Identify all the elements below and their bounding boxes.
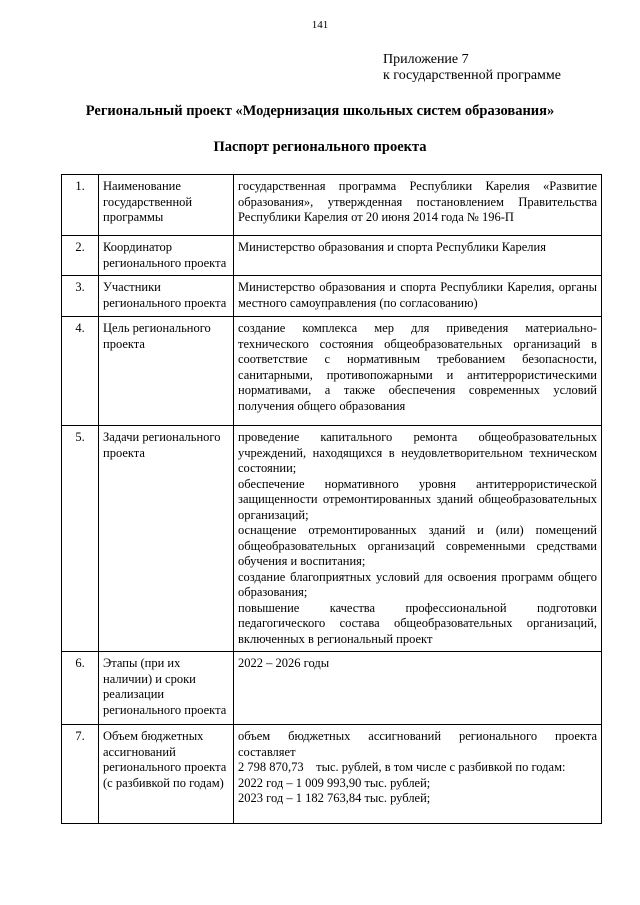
row-value bbox=[234, 426, 602, 652]
page-number: 141 bbox=[311, 19, 329, 31]
table-row bbox=[62, 725, 602, 824]
value-line: создание благоприятных условий для освоения программ общего образования; bbox=[238, 569, 597, 599]
passport-title: Паспорт регионального проекта bbox=[213, 139, 427, 155]
value-line: обеспечение нормативного уровня антитеррористической защищенности отремонтированных зданий общеобразовательных организаций; bbox=[238, 476, 597, 522]
value-line: государственная программа Республики Карелия «Развитие образования», утвержденная постановлением Правительства Республики Карелия от 20 июня 2014 года № 196-П bbox=[238, 179, 597, 224]
value-line: 2022 год – 1 009 993,90 тыс. рублей; bbox=[238, 775, 431, 790]
row-value bbox=[234, 317, 602, 426]
row-number: 3. bbox=[62, 276, 99, 317]
row-value bbox=[234, 175, 602, 236]
table-row bbox=[62, 426, 602, 652]
table-row bbox=[62, 175, 602, 236]
table-row bbox=[62, 652, 602, 725]
row-number: 4. bbox=[62, 317, 99, 426]
value-line: объем бюджетных ассигнований регионального проекта составляет bbox=[238, 729, 597, 759]
row-value bbox=[234, 652, 602, 725]
row-number: 1. bbox=[62, 175, 99, 236]
table-row bbox=[62, 317, 602, 426]
appendix-line-2: к государственной программе bbox=[383, 68, 561, 83]
value-line: оснащение отремонтированных зданий и (или) помещений общеобразовательных организаций современными средствами обучения и воспитания; bbox=[238, 523, 597, 568]
row-value bbox=[234, 276, 602, 317]
table-row bbox=[62, 236, 602, 276]
row-label: Этапы (при их наличии) и сроки реализации регионального проекта bbox=[99, 652, 234, 725]
value-line: создание комплекса мер для приведения материально-технического состояния общеобразовательных организаций в соответствие с нормативным требованием безопасности, санитарными, противопожарными и антитеррористическими нормативами, а также обеспечения современных условий получения общего образования bbox=[238, 321, 597, 413]
row-number: 7. bbox=[62, 725, 99, 824]
value-line: 2 798 870,73 тыс. рублей, в том числе с разбивкой по годам: bbox=[238, 760, 566, 774]
row-number: 6. bbox=[62, 652, 99, 725]
row-label: Объем бюджетных ассигнований регионального проекта (с разбивкой по годам) bbox=[99, 725, 234, 824]
value-line: 2023 год – 1 182 763,84 тыс. рублей; bbox=[238, 791, 431, 805]
table-row bbox=[62, 276, 602, 317]
appendix-note bbox=[383, 52, 561, 84]
row-label: Координатор регионального проекта bbox=[99, 236, 234, 276]
row-label: Задачи регионального проекта bbox=[99, 426, 234, 652]
row-value bbox=[234, 725, 602, 824]
row-label: Цель регионального проекта bbox=[99, 317, 234, 426]
row-value bbox=[234, 236, 602, 276]
row-number: 2. bbox=[62, 236, 99, 276]
passport-table bbox=[61, 174, 602, 824]
value-line: проведение капитального ремонта общеобразовательных учреждений, находящихся в неудовлетворительном техническом состоянии; bbox=[238, 430, 597, 475]
row-number: 5. bbox=[62, 426, 99, 652]
value-line: 2022 – 2026 годы bbox=[238, 656, 330, 670]
appendix-line-1: Приложение 7 bbox=[383, 52, 469, 67]
value-line: Министерство образования и спорта Республики Карелия bbox=[238, 240, 546, 254]
value-line: повышение качества профессиональной подготовки педагогического состава общеобразовательных организаций, включенных в региональный проект bbox=[238, 600, 597, 646]
row-label: Наименование государственной программы bbox=[99, 175, 234, 236]
project-title: Региональный проект «Модернизация школьных систем образования» bbox=[85, 103, 555, 119]
row-label: Участники регионального проекта bbox=[99, 276, 234, 317]
value-line: Министерство образования и спорта Республики Карелия, органы местного самоуправления (по согласованию) bbox=[238, 280, 597, 310]
